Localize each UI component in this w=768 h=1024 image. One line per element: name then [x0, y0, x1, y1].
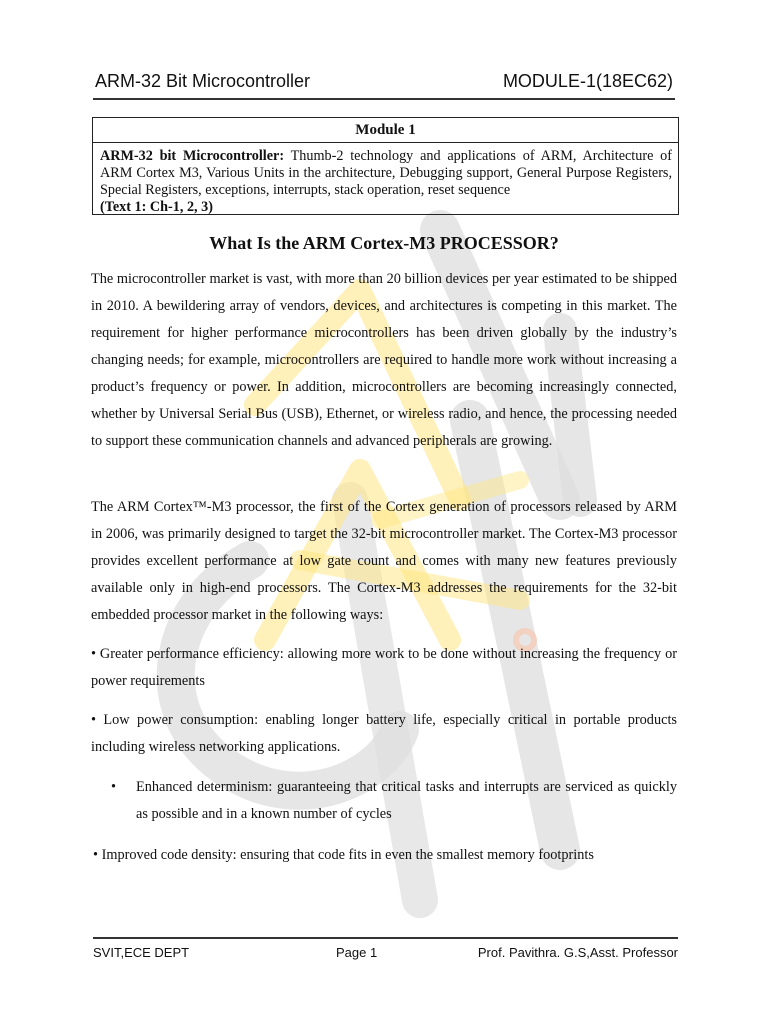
footer-author: Prof. Pavithra. G.S,Asst. Professor — [477, 945, 678, 960]
syllabus-text: Thumb-2 technology and applications of ARM, Architecture of ARM Cortex M3, Various Units in the architecture, Debugging support, General Purpose Registers, Special Registers, exceptions, interrupts, stack operation, reset sequence — [100, 148, 672, 198]
bullet-determinism-text: Enhanced determinism: guaranteeing that critical tasks and interrupts are serviced as quickly as possible and in a known number of cycles — [136, 779, 677, 822]
paragraph-cortex-m3: The ARM Cortex™-M3 processor, the first of the Cortex generation of processors released by ARM in 2006, was primarily designed to target the 32-bit microcontroller market. The Cortex-M3 processor provides excellent performance at low gate count and comes with many new features previously available only in high-end processors. The Cortex-M3 addresses the requirements for the 32-bit embedded processor market in the following ways: — [91, 499, 677, 623]
syllabus-body — [93, 143, 678, 199]
syllabus-reference: (Text 1: Ch-1, 2, 3) — [100, 199, 213, 215]
footer-department: SVIT,ECE DEPT — [93, 945, 190, 960]
paragraph-market: The microcontroller market is vast, with more than 20 billion devices per year estimated to be shipped in 2010. A bewildering array of vendors, devices, and architectures is competing in this market. The requirement for higher performance microcontrollers has been driven globally by the industry’s changing needs; for example, microcontrollers are required to handle more work without increasing a product’s frequency or power. In addition, microcontrollers are becoming increasingly connected, whether by Universal Serial Bus (USB), Ethernet, or wireless radio, and hence, the processing needed to support these communication channels and advanced peripherals are growing. — [91, 271, 677, 449]
bullet-dot: • — [111, 779, 117, 795]
header-module-code: MODULE-1(18EC62) — [502, 71, 673, 91]
header-title: ARM-32 Bit Microcontroller — [95, 71, 311, 91]
bullet-determinism — [111, 774, 677, 828]
section-heading: What Is the ARM Cortex-M3 PROCESSOR? — [209, 233, 559, 253]
page-header — [93, 68, 675, 100]
bullet-code-density: • Improved code density: ensuring that code fits in even the smallest memory footprints — [93, 847, 594, 863]
page-footer — [93, 937, 678, 965]
bullet-low-power: • Low power consumption: enabling longer battery life, especially critical in portable products including wireless networking applications. — [91, 712, 677, 755]
bullet-performance: • Greater performance efficiency: allowing more work to be done without increasing the frequency or power requirements — [91, 646, 677, 689]
syllabus-lead: ARM-32 bit Microcontroller: — [100, 148, 285, 164]
footer-page-number: Page 1 — [336, 945, 378, 960]
syllabus-box — [92, 117, 679, 215]
syllabus-title: Module 1 — [93, 118, 678, 143]
